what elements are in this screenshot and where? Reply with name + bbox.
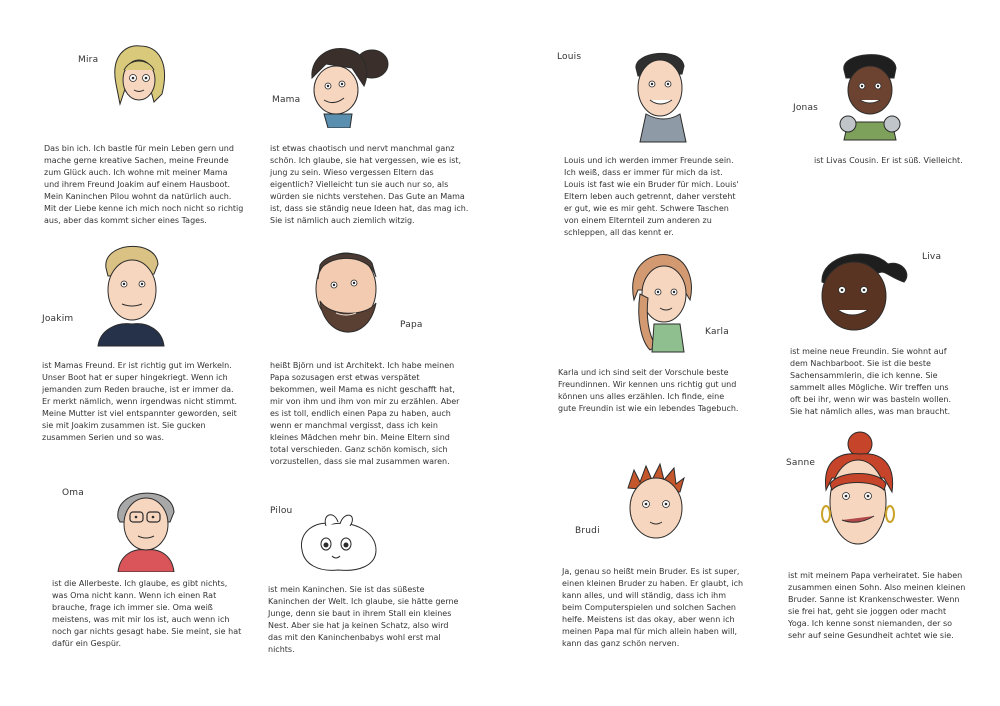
name-mira: Mira [78, 55, 99, 65]
name-sanne: Sanne [786, 458, 816, 468]
portrait-papa [306, 243, 388, 347]
portrait-liva [812, 248, 912, 336]
portrait-mama [306, 42, 392, 128]
desc-mama: ist etwas chaotisch und nervt manchmal ganz schön. Ich glaube, sie hat vergessen, wie es ist, jung zu sein. Wieso vergessen Eltern das eigentlich? Vielleicht tun sie auch nur so, als würden sie nichts verstehen. Das Gute an Mama ist, dass sie ständig neue Ideen hat, das mag ich. Sie ist nämlich auch ziemlich witzig. [270, 144, 469, 225]
portrait-oma [110, 482, 180, 572]
name-mama: Mama [272, 95, 301, 105]
name-papa: Papa [400, 320, 423, 330]
name-jonas: Jonas [793, 103, 819, 113]
portrait-sanne [818, 430, 898, 552]
portrait-karla [628, 250, 694, 354]
portrait-pilou [292, 510, 382, 574]
name-karla: Karla [705, 327, 729, 337]
portrait-louis [626, 46, 692, 144]
desc-brudi: Ja, genau so heißt mein Bruder. Es ist super, einen kleinen Bruder zu haben. Er glaubt, ich kann alles, und will ständig, dass ich ihm beim Computerspielen und solchen Sachen helfe. Meistens ist das okay, aber wenn ich meinen Papa mal für mich allein haben will, kann das ganz schön nerven. [562, 567, 744, 648]
name-joakim: Joakim [42, 314, 74, 324]
portrait-jonas [834, 48, 906, 142]
desc-oma: ist die Allerbeste. Ich glaube, es gibt nichts, was Oma nicht kann. Wenn ich einen Rat brauche, frage ich immer sie. Oma weiß meistens, was mit mir los ist, auch wenn ich noch gar nichts gesagt habe. Sie meint, sie hat dafür ein Gespür. [52, 579, 242, 648]
name-louis: Louis [557, 52, 582, 62]
name-oma: Oma [62, 488, 84, 498]
portrait-brudi [620, 462, 690, 544]
desc-pilou: ist mein Kaninchen. Sie ist das süßeste Kaninchen der Welt. Ich glaube, sie hätte gerne Junge, denn sie baut in ihrem Stall ein kleines Nest. Aber sie hat ja keinen Schatz, also wird das mit den Kaninchenbabys wohl erst mal nichts. [268, 585, 459, 654]
desc-liva: ist meine neue Freundin. Sie wohnt auf dem Nachbarboot. Sie ist die beste Sachensammlerin, die ich kenne. Sie sammelt alles Mögliche. Wir treffen uns oft bei ihr, wenn wir was basteln wollen. Sie hat nämlich alles, was man braucht. [790, 347, 952, 416]
desc-sanne: ist mit meinem Papa verheiratet. Sie haben zusammen einen Sohn. Also meinen kleinen Bruder. Sanne ist Krankenschwester. Wenn sie frei hat, geht sie joggen oder macht Yoga. Ich kenne sonst niemanden, der so sehr auf seine Gesundheit achtet wie sie. [788, 571, 966, 640]
name-pilou: Pilou [270, 506, 293, 516]
portrait-joakim [92, 238, 170, 348]
portrait-mira [108, 44, 170, 110]
desc-joakim: ist Mamas Freund. Er ist richtig gut im Werkeln. Unser Boot hat er super hingekriegt. Wenn ich jemanden zum Reden brauche, ist er immer da. Er merkt nämlich, wenn irgendwas nicht stimmt. Meine Mutter ist viel entspannter geworden, seit sie mit Joakim zusammen ist. Sie gucken zusammen Serien und so was. [42, 361, 238, 442]
desc-karla: Karla und ich sind seit der Vorschule beste Freundinnen. Wir kennen uns richtig gut und können uns alles erzählen. Ich finde, eine gute Freundin ist wie ein lebendes Tagebuch. [558, 368, 739, 413]
desc-jonas: ist Livas Cousin. Er ist süß. Vielleicht. [814, 156, 963, 165]
desc-louis: Louis und ich werden immer Freunde sein. Ich weiß, dass er immer für mich da ist. Louis ist fast wie ein Bruder für mich. Louis' Eltern leben auch getrennt, daher versteht er gut, wie es mir geht. Schwere Taschen von einem Elternteil zum anderen zu schleppen, all das kennt er. [564, 156, 739, 237]
name-liva: Liva [922, 252, 942, 262]
name-brudi: Brudi [575, 526, 600, 536]
desc-papa: heißt Björn und ist Architekt. Ich habe meinen Papa sozusagen erst etwas verspätet bekommen, weil Mama es nicht geschafft hat, mir von ihm und ihm von mir zu erzählen. Aber es ist toll, endlich einen Papa zu haben, auch wenn er manchmal vergisst, dass ich kein kleines Mädchen mehr bin. Meine Eltern sind total verschieden. Ganz schön komisch, sich vorzustellen, dass sie mal zusammen waren. [270, 361, 460, 466]
desc-mira: Das bin ich. Ich bastle für mein Leben gern und mache gerne kreative Sachen, meine Freunde zum Glück auch. Ich wohne mit meiner Mama und ihrem Freund Joakim auf einem Hausboot. Mein Kaninchen Pilou wohnt da natürlich auch. Mit der Liebe kenne ich mich noch nicht so richtig aus, aber das kommt sicher eines Tages. [44, 144, 244, 225]
